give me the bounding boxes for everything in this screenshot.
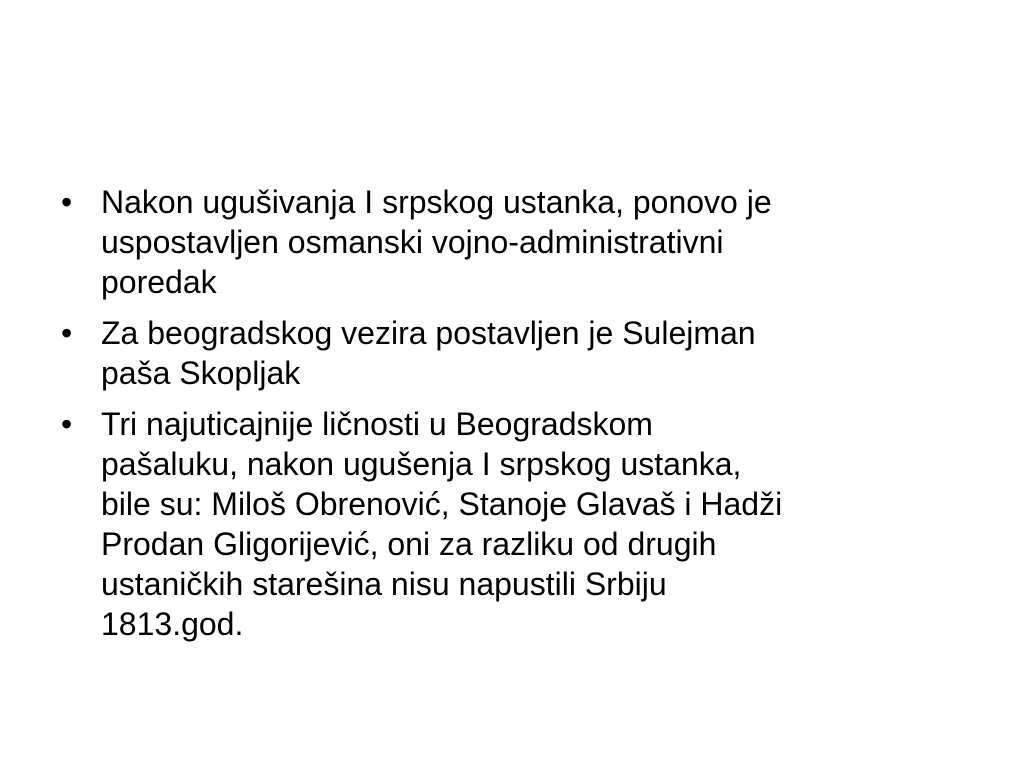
bullet-line: bile su: Miloš Obrenović, Stanoje Glavaš i Hadži (101, 486, 783, 522)
bullet-line: paša Skopljak (101, 355, 301, 391)
bullet-text (101, 404, 988, 644)
bullet-line: Za beogradskog vezira postavljen je Sulejman (101, 315, 756, 351)
bullet-item-2 (58, 313, 988, 393)
bullet-line: ustaničkih starešina nisu napustili Srbiju (101, 566, 667, 602)
slide-content (58, 182, 988, 655)
bullet-line: Nakon ugušivanja I srpskog ustanka, ponovo je (101, 184, 772, 220)
bullet-text (101, 313, 988, 393)
bullet-line: pašaluku, nakon ugušenja I srpskog ustanka, (101, 446, 742, 482)
bullet-line: uspostavljen osmanski vojno-administrativni (101, 224, 724, 260)
bullet-icon: • (61, 184, 73, 220)
bullet-line: Prodan Gligorijević, oni za razliku od drugih (101, 526, 717, 562)
bullet-line: 1813.god. (101, 606, 244, 642)
bullet-line: poredak (101, 264, 217, 300)
bullet-list (58, 182, 988, 644)
bullet-icon: • (61, 406, 73, 442)
bullet-icon: • (61, 315, 73, 351)
bullet-line: Tri najuticajnije ličnosti u Beogradskom (101, 406, 653, 442)
bullet-item-1 (58, 182, 988, 302)
bullet-item-3 (58, 404, 988, 644)
bullet-text (101, 182, 988, 302)
